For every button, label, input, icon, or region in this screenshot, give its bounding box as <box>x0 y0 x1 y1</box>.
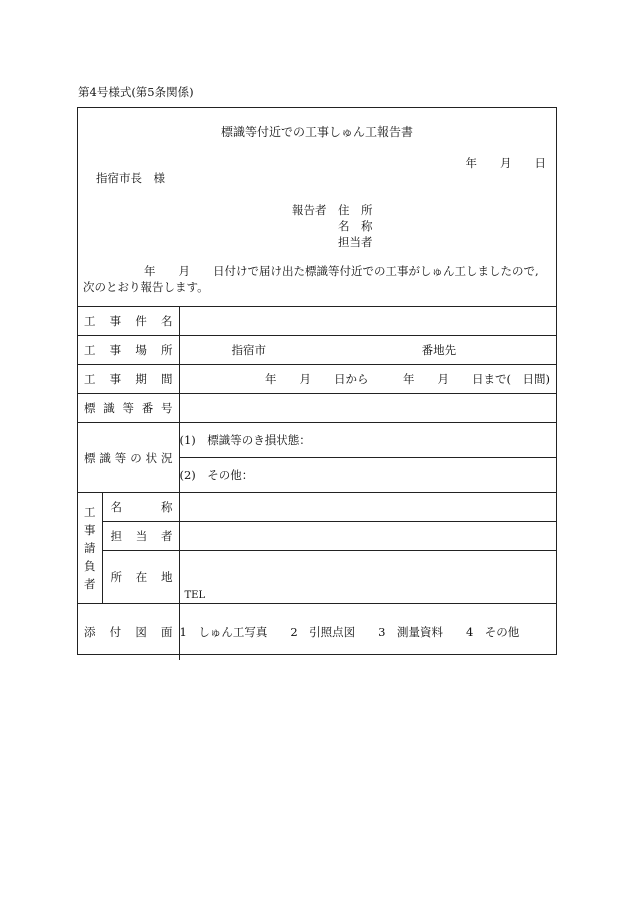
reporter-label: 報告者 <box>292 203 327 217</box>
work-period-value[interactable] <box>179 365 556 394</box>
contractor-person-value[interactable] <box>179 522 556 551</box>
attachments-label: 添付図面 <box>78 604 179 660</box>
body-text-line-1: 年 月 日付けで届け出た標識等付近での工事がしゅん工しましたので, <box>144 264 539 278</box>
place-city: 指宿市 <box>231 343 266 357</box>
table-row <box>78 493 556 522</box>
table-row <box>78 307 556 336</box>
sign-number-value[interactable] <box>179 394 556 423</box>
contractor-person-label: 担当者 <box>102 522 179 551</box>
work-place-value[interactable] <box>179 336 556 365</box>
form-header <box>78 108 556 306</box>
contractor-name-value[interactable] <box>179 493 556 522</box>
sign-number-label: 標識等番号 <box>78 394 179 423</box>
form-number: 第4号様式(第5条関係) <box>78 85 194 99</box>
work-period-label: 工事期間 <box>78 365 179 394</box>
attachments-value[interactable]: 1 しゅん工写真 2 引照点図 3 測量資料 4 その他 <box>179 604 556 660</box>
contractor-char: 事 <box>84 523 96 537</box>
table-row <box>78 604 556 660</box>
contractor-char: 者 <box>84 577 96 591</box>
contractor-name-label: 名称 <box>102 493 179 522</box>
sign-status-label: 標識等の状況 <box>78 423 179 493</box>
status-other-field[interactable]: (2) その他： <box>179 458 556 493</box>
period-text: 年 月 日から 年 月 日まで( 日間) <box>265 372 550 386</box>
table-row <box>78 423 556 458</box>
contractor-location-value[interactable] <box>179 551 556 604</box>
contractor-char: 工 <box>84 505 96 519</box>
work-place-label: 工事場所 <box>78 336 179 365</box>
contractor-char: 負 <box>84 559 96 573</box>
table-row <box>78 522 556 551</box>
contractor-location-label: 所在地 <box>102 551 179 604</box>
date-line: 年 月 日 <box>465 156 546 170</box>
report-form <box>77 107 557 655</box>
table-row <box>78 336 556 365</box>
work-name-label: 工事件名 <box>78 307 179 336</box>
addressee: 指宿市長 様 <box>96 171 165 185</box>
contractor-char: 請 <box>84 541 96 555</box>
form-title: 標識等付近での工事しゅん工報告書 <box>220 125 413 139</box>
reporter-name-label: 名 称 <box>338 219 373 233</box>
tel-label: TEL <box>184 590 206 601</box>
reporter-address-label: 住 所 <box>338 203 373 217</box>
place-suffix: 番地先 <box>421 343 457 357</box>
tel-container <box>180 551 557 603</box>
work-name-value[interactable] <box>179 307 556 336</box>
status-damage-field[interactable]: (1) 標識等のき損状態： <box>179 423 556 458</box>
table-row <box>78 394 556 423</box>
contractor-label <box>78 493 102 604</box>
report-table <box>78 306 556 660</box>
body-text-line-2: 次のとおり報告します。 <box>83 280 209 294</box>
table-row <box>78 551 556 604</box>
reporter-person-label: 担当者 <box>338 235 373 249</box>
table-row <box>78 365 556 394</box>
